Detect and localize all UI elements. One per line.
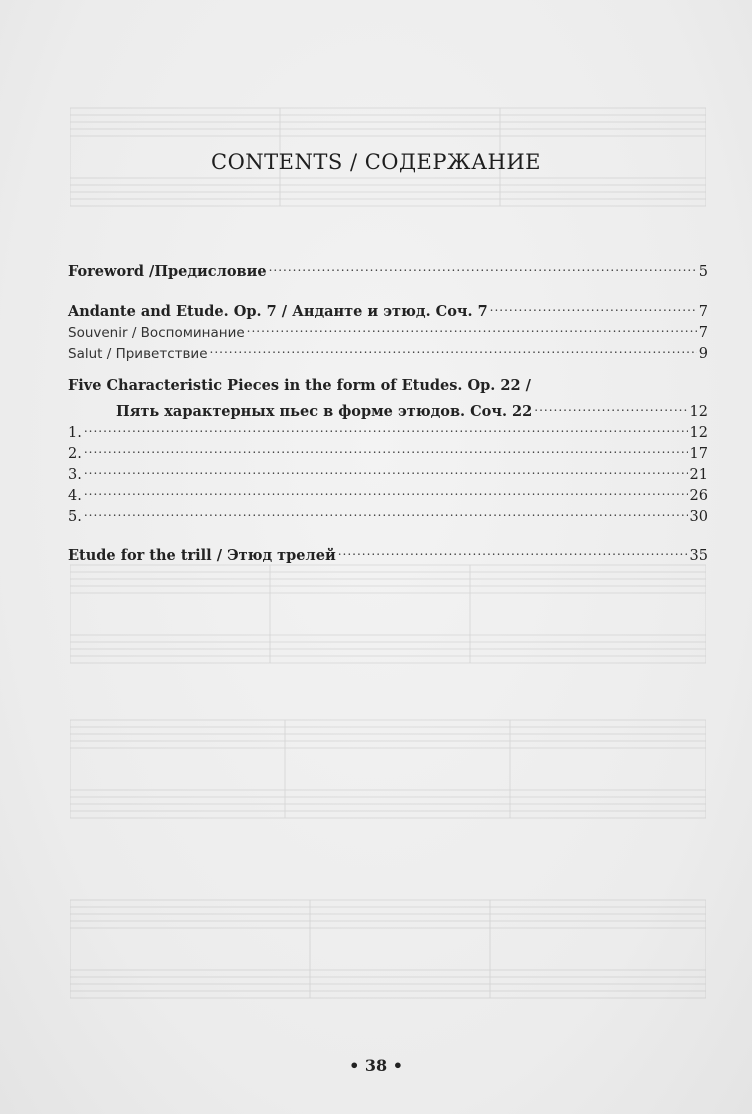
toc-entry-five-pieces[interactable] [68, 396, 708, 420]
toc-entry-souvenir[interactable] [68, 317, 708, 341]
page-number: • 38 • [349, 1056, 403, 1075]
toc-entry-piece-2[interactable] [68, 438, 708, 462]
toc-entry-label: 3. [68, 467, 82, 483]
dot-leader [534, 396, 687, 416]
toc-entry-label: 1. [68, 425, 82, 441]
dot-leader [84, 438, 688, 458]
toc-entry-piece-3[interactable] [68, 459, 708, 483]
dot-leader [84, 417, 688, 437]
toc-entry-page: 30 [689, 509, 708, 525]
toc-entry-label: Salut / Приветствие [68, 346, 208, 362]
toc-entry-label: Souvenir / Воспоминание [68, 325, 245, 341]
toc-entry-page: 5 [698, 264, 708, 280]
toc-entry-label: Foreword /Предисловие [68, 263, 267, 280]
toc-entry-page: 12 [689, 404, 708, 420]
dot-leader [84, 480, 688, 500]
toc-section-heading: Five Characteristic Pieces in the form of Etudes. Op. 22 / [68, 377, 531, 394]
toc-entry-salut[interactable] [68, 338, 708, 362]
dot-leader [338, 540, 688, 560]
toc-entry-page: 7 [698, 304, 708, 320]
toc-entry-etude-trill[interactable] [68, 540, 708, 564]
toc-entry-label: 5. [68, 509, 82, 525]
toc-entry-page: 35 [689, 548, 708, 564]
toc-entry-andante-etude[interactable] [68, 296, 708, 320]
bleed-through-score [70, 700, 706, 830]
dot-leader [269, 256, 697, 276]
toc-entry-page: 7 [698, 325, 708, 341]
toc-entry-foreword[interactable] [68, 256, 708, 280]
toc-entry-page: 12 [689, 425, 708, 441]
toc-entry-page: 17 [689, 446, 708, 462]
toc-entry-page: 26 [689, 488, 708, 504]
toc-entry-label: Andante and Etude. Op. 7 / Анданте и этюд. Соч. 7 [68, 303, 488, 320]
dot-leader [247, 317, 697, 337]
toc-entry-label: 2. [68, 446, 82, 462]
toc-entry-page: 21 [689, 467, 708, 483]
dot-leader [84, 459, 688, 479]
toc-entry-label: Пять характерных пьес в форме этюдов. Соч. 22 [116, 403, 533, 420]
toc-entry-piece-4[interactable] [68, 480, 708, 504]
toc-entry-piece-5[interactable] [68, 501, 708, 525]
bleed-through-score [70, 880, 706, 1010]
dot-leader [490, 296, 697, 316]
toc-entry-label: Etude for the trill / Этюд трелей [68, 547, 336, 564]
toc-entry-page: 9 [698, 346, 708, 362]
dot-leader [84, 501, 688, 521]
toc-entry-piece-1[interactable] [68, 417, 708, 441]
dot-leader [210, 338, 697, 358]
page-title: CONTENTS / СОДЕРЖАНИЕ [211, 150, 541, 174]
toc-entry-label: 4. [68, 488, 82, 504]
